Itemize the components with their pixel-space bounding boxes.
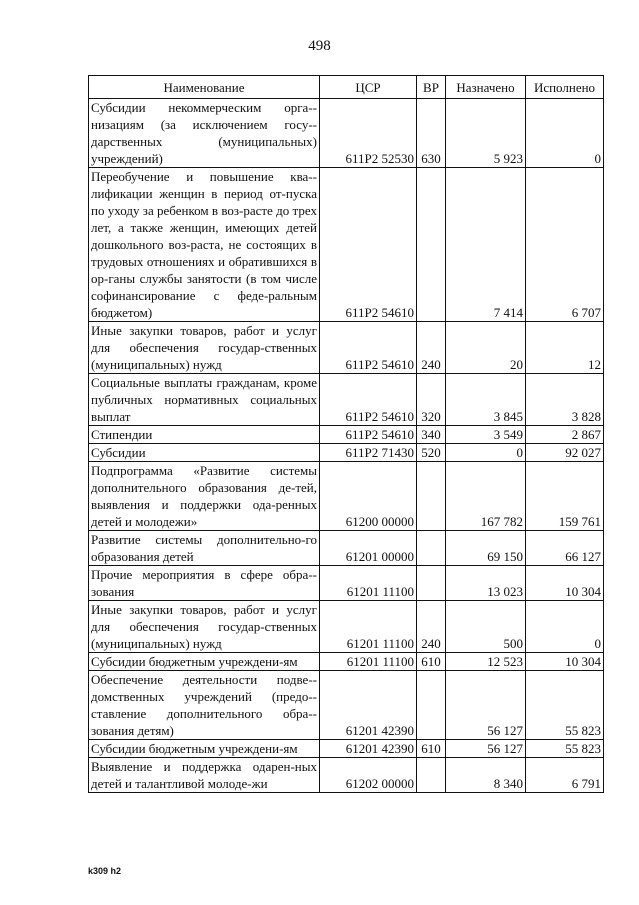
table-row bbox=[89, 601, 604, 653]
header-assigned: Назначено bbox=[446, 76, 526, 99]
cell-assigned: 20 bbox=[446, 322, 526, 374]
header-name: Наименование bbox=[89, 76, 320, 99]
table-row bbox=[89, 566, 604, 601]
table-row bbox=[89, 462, 604, 531]
cell-csr: 61200 00000 bbox=[320, 462, 417, 531]
cell-name: Иные закупки товаров, работ и услуг для обеспечения государ-ственных (муниципальных) нужд bbox=[89, 322, 320, 374]
cell-executed: 55 823 bbox=[526, 740, 604, 758]
cell-vr: 320 bbox=[417, 374, 446, 426]
cell-name: Субсидии бюджетным учреждени-ям bbox=[89, 740, 320, 758]
cell-name: Выявление и поддержка одарен-ных детей и талантливой молоде-жи bbox=[89, 758, 320, 793]
table-row bbox=[89, 740, 604, 758]
cell-csr: 611P2 54610 bbox=[320, 322, 417, 374]
cell-executed: 66 127 bbox=[526, 531, 604, 566]
table-row bbox=[89, 758, 604, 793]
page-number: 498 bbox=[308, 38, 331, 54]
cell-csr: 611P2 71430 bbox=[320, 444, 417, 462]
cell-csr: 61201 11100 bbox=[320, 653, 417, 671]
cell-assigned: 13 023 bbox=[446, 566, 526, 601]
cell-csr: 61201 11100 bbox=[320, 601, 417, 653]
cell-csr: 61201 42390 bbox=[320, 740, 417, 758]
table-row bbox=[89, 99, 604, 168]
cell-name: Социальные выплаты гражданам, кроме публичных нормативных социальных выплат bbox=[89, 374, 320, 426]
cell-assigned: 56 127 bbox=[446, 740, 526, 758]
cell-csr: 61201 42390 bbox=[320, 671, 417, 740]
table-row bbox=[89, 531, 604, 566]
cell-assigned: 12 523 bbox=[446, 653, 526, 671]
cell-vr bbox=[417, 168, 446, 322]
cell-assigned: 3 845 bbox=[446, 374, 526, 426]
table-header-row bbox=[89, 76, 604, 99]
cell-name: Обеспечение деятельности подве-домственных учреждений (предо-ставление дополнительного обра-зования детям) bbox=[89, 671, 320, 740]
cell-assigned: 3 549 bbox=[446, 426, 526, 444]
cell-executed: 55 823 bbox=[526, 671, 604, 740]
cell-assigned: 0 bbox=[446, 444, 526, 462]
cell-name: Стипендии bbox=[89, 426, 320, 444]
cell-vr: 520 bbox=[417, 444, 446, 462]
cell-assigned: 167 782 bbox=[446, 462, 526, 531]
header-executed: Исполнено bbox=[526, 76, 604, 99]
cell-executed: 0 bbox=[526, 99, 604, 168]
table-row bbox=[89, 653, 604, 671]
cell-assigned: 500 bbox=[446, 601, 526, 653]
cell-name: Развитие системы дополнительно-го образования детей bbox=[89, 531, 320, 566]
cell-name: Прочие мероприятия в сфере обра-зования bbox=[89, 566, 320, 601]
cell-csr: 61201 11100 bbox=[320, 566, 417, 601]
cell-assigned: 8 340 bbox=[446, 758, 526, 793]
cell-vr bbox=[417, 758, 446, 793]
cell-executed: 92 027 bbox=[526, 444, 604, 462]
cell-assigned: 69 150 bbox=[446, 531, 526, 566]
cell-executed: 159 761 bbox=[526, 462, 604, 531]
cell-executed: 0 bbox=[526, 601, 604, 653]
cell-name: Подпрограмма «Развитие системы дополнительного образования де-тей, выявления и поддержки ода-ренных детей и молодежи» bbox=[89, 462, 320, 531]
cell-csr: 611P2 54610 bbox=[320, 374, 417, 426]
cell-executed: 6 791 bbox=[526, 758, 604, 793]
cell-executed: 6 707 bbox=[526, 168, 604, 322]
cell-csr: 611P2 54610 bbox=[320, 168, 417, 322]
cell-vr: 610 bbox=[417, 740, 446, 758]
cell-executed: 10 304 bbox=[526, 566, 604, 601]
table-row bbox=[89, 322, 604, 374]
cell-name: Переобучение и повышение ква-лификации женщин в период от-пуска по уходу за ребенком в воз-расте до трех лет, а также женщин, имеющих детей дошкольного воз-раста, не состоящих в трудовых отношениях и обратившихся в ор-ганы службы занятости (в том числе софинансирование с феде-ральным бюджетом) bbox=[89, 168, 320, 322]
cell-vr bbox=[417, 462, 446, 531]
cell-csr: 61202 00000 bbox=[320, 758, 417, 793]
cell-vr: 240 bbox=[417, 322, 446, 374]
cell-vr bbox=[417, 531, 446, 566]
table-row bbox=[89, 444, 604, 462]
cell-csr: 611P2 54610 bbox=[320, 426, 417, 444]
table-row bbox=[89, 671, 604, 740]
table-row bbox=[89, 426, 604, 444]
header-csr: ЦСР bbox=[320, 76, 417, 99]
cell-executed: 3 828 bbox=[526, 374, 604, 426]
cell-name: Субсидии некоммерческим орга-низациям (за исключением госу-дарственных (муниципальных) учреждений) bbox=[89, 99, 320, 168]
cell-vr bbox=[417, 671, 446, 740]
cell-executed: 12 bbox=[526, 322, 604, 374]
cell-vr: 340 bbox=[417, 426, 446, 444]
cell-vr: 610 bbox=[417, 653, 446, 671]
cell-executed: 2 867 bbox=[526, 426, 604, 444]
cell-assigned: 56 127 bbox=[446, 671, 526, 740]
cell-csr: 61201 00000 bbox=[320, 531, 417, 566]
footer-code: k309 h2 bbox=[88, 866, 122, 876]
table-row bbox=[89, 374, 604, 426]
cell-name: Иные закупки товаров, работ и услуг для обеспечения государ-ственных (муниципальных) нужд bbox=[89, 601, 320, 653]
table-body bbox=[89, 99, 604, 793]
budget-table bbox=[88, 75, 604, 793]
cell-name: Субсидии bbox=[89, 444, 320, 462]
cell-assigned: 7 414 bbox=[446, 168, 526, 322]
cell-assigned: 5 923 bbox=[446, 99, 526, 168]
cell-vr: 240 bbox=[417, 601, 446, 653]
cell-vr: 630 bbox=[417, 99, 446, 168]
table-row bbox=[89, 168, 604, 322]
header-vr: ВР bbox=[417, 76, 446, 99]
cell-csr: 611P2 52530 bbox=[320, 99, 417, 168]
cell-vr bbox=[417, 566, 446, 601]
cell-executed: 10 304 bbox=[526, 653, 604, 671]
cell-name: Субсидии бюджетным учреждени-ям bbox=[89, 653, 320, 671]
